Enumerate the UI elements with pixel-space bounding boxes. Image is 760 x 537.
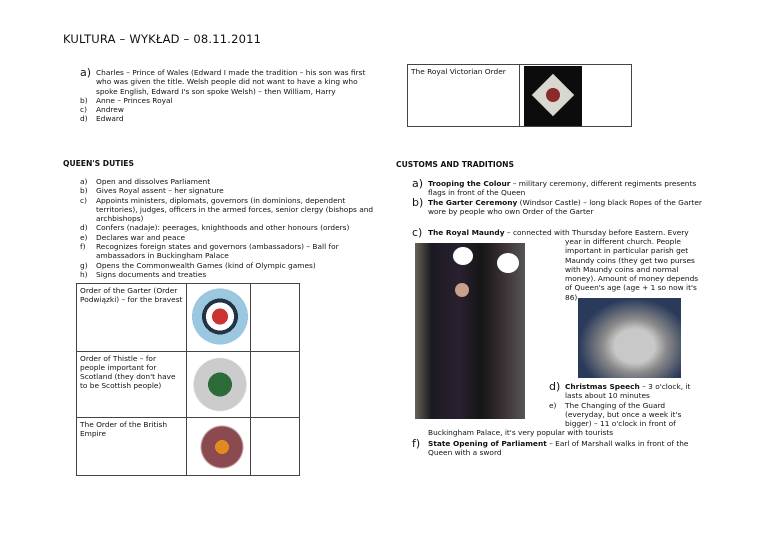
royal-children-list — [80, 68, 370, 124]
customs-list-mid — [549, 382, 705, 428]
custom-f: f) State Opening of Parliament – Earl of Marshall walks in front of the Queen with a sword — [412, 436, 689, 458]
list-item: a) Charles – Prince of Wales (Edward I made the tradition – his son was first who was given the title. Welsh people did not want to have a king who spoke English, Edward I's son spoke Welsh) – then William, Harry — [80, 66, 366, 96]
list-item: b) Gives Royal assent – her signature — [80, 186, 224, 196]
table-cell: The Royal Victorian Order — [408, 65, 520, 127]
table-cell: Order of the Garter (Order Podwiązki) – for the bravest — [77, 284, 187, 352]
garter-order-image — [190, 285, 250, 348]
list-item: b) Anne – Princes Royal — [80, 95, 173, 105]
orders-table — [76, 283, 300, 476]
list-item: b) The Garter Ceremony (Windsor Castle) – long black Ropes of the Garter wore by people who own Order of the Garter — [412, 195, 702, 216]
thistle-order-image — [190, 354, 250, 415]
maundy-coins-photo — [578, 298, 681, 378]
table-cell — [187, 418, 251, 476]
table-cell: Order of Thistle – for people important for Scotland (they don't have to be Scottish people) — [77, 352, 187, 418]
customs-lower-flow — [412, 380, 705, 458]
victorian-order-image — [524, 66, 582, 126]
list-item: a) Trooping the Colour – military ceremony, different regiments presents flags in front of the Queen — [412, 177, 697, 198]
table-cell — [251, 352, 300, 418]
list-item: d) Edward — [80, 114, 124, 124]
list-item: h) Signs documents and treaties — [80, 269, 207, 279]
list-item: d) Confers (nadaje): peerages, knighthoods and other honours (orders) — [80, 223, 350, 233]
table-cell — [520, 65, 632, 127]
list-item: g) Opens the Commonwealth Games (kind of Olympic games) — [80, 260, 316, 270]
duties-list — [80, 177, 380, 279]
table-cell — [251, 418, 300, 476]
custom-c-continued: year in different church. People important in particular parish get Maundy coins (they get two purses with Maundy coins and normal money). Amount of money depends of Queen's age (age + 1 so now it's 86) — [565, 237, 699, 302]
list-item: c) Appoints ministers, diplomats, governors (in dominions, dependent territories), judges, officers in the armed forces, senior clergy (bishops and archbishops) — [80, 195, 374, 224]
custom-e-continued: Buckingham Palace, it's very popular with tourists — [428, 428, 614, 438]
garter-ceremony-photo — [415, 243, 525, 419]
table-cell — [187, 352, 251, 418]
list-item: d) Christmas Speech – 3 o'clock, it lasts about 10 minutes — [549, 380, 691, 401]
list-item: e) Declares war and peace — [80, 232, 186, 242]
list-item: f) Recognizes foreign states and governors (ambassadors) – Ball for ambassadors in Buckingham Palace — [80, 242, 339, 261]
table-cell — [187, 284, 251, 352]
table-cell — [251, 284, 300, 352]
duties-heading: QUEEN'S DUTIES — [63, 159, 134, 168]
customs-heading: CUSTOMS AND TRADITIONS — [396, 160, 515, 169]
list-item: e) The Changing of the Guard (everyday, but once a week it's bigger) – 11 o'clock in front of — [549, 400, 682, 429]
table-cell: The Order of the British Empire — [77, 418, 187, 476]
duties-section — [63, 159, 374, 476]
list-item: c) Andrew — [80, 105, 124, 115]
custom-c: c) The Royal Maundy – connected with Thursday before Eastern. Every — [412, 226, 689, 239]
page-title: KULTURA – WYKŁAD – 08.11.2011 — [63, 32, 262, 46]
victorian-order-table — [407, 64, 632, 127]
list-item: a) Open and dissolves Parliament — [80, 177, 211, 186]
customs-list-top — [412, 179, 702, 216]
british-empire-order-image — [197, 420, 247, 474]
